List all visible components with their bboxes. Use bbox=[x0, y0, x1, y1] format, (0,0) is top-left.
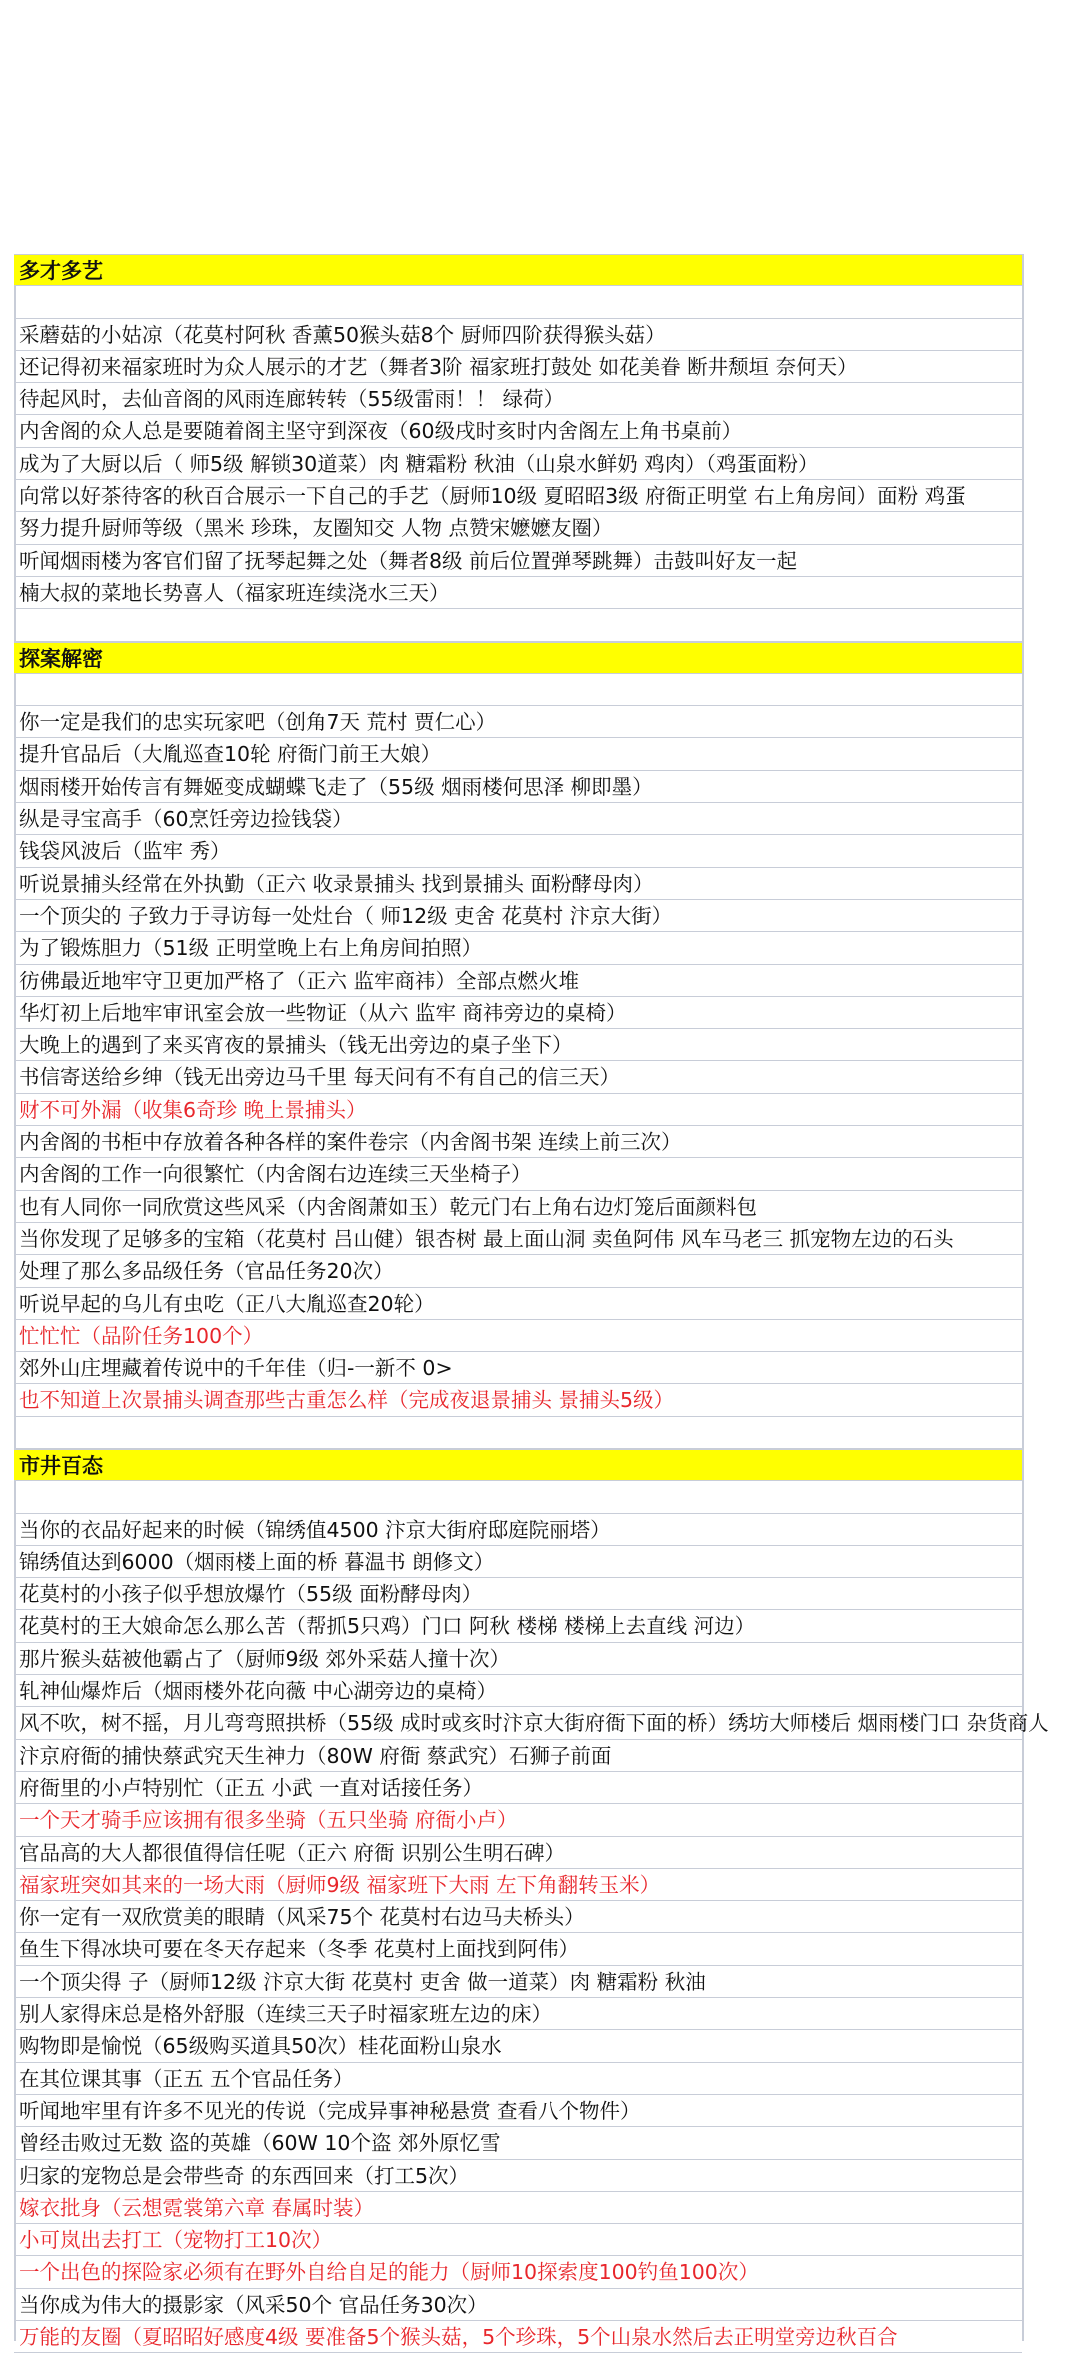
task-row: 当你成为伟大的摄影家（风采50个 官品任务30次） bbox=[14, 2289, 1022, 2321]
task-row: 鱼生下得冰块可要在冬天存起来（冬季 花莫村上面找到阿伟） bbox=[14, 1933, 1022, 1965]
task-row: 福家班突如其来的一场大雨（厨师9级 福家班下大雨 左下角翻转玉米） bbox=[14, 1869, 1022, 1901]
task-row: 也不知道上次景捕头调查那些古重怎么样（完成夜退景捕头 景捕头5级） bbox=[14, 1384, 1022, 1416]
task-row: 也有人同你一同欣赏这些风采（内舍阁萧如玉）乾元门右上角右边灯笼后面颜料包 bbox=[14, 1191, 1022, 1223]
task-row: 内舍阁的工作一向很繁忙（内舍阁右边连续三天坐椅子） bbox=[14, 1158, 1022, 1190]
task-row: 一个天才骑手应该拥有很多坐骑（五只坐骑 府衙小卢） bbox=[14, 1804, 1022, 1836]
task-row: 向常以好茶待客的秋百合展示一下自己的手艺（厨师10级 夏昭昭3级 府衙正明堂 右上角房间）面粉 鸡蛋 bbox=[14, 480, 1022, 512]
task-row: 嫁衣批身（云想霓裳第六章 春属时装） bbox=[14, 2192, 1022, 2224]
task-row: 采蘑菇的小姑凉（花莫村阿秋 香薰50猴头菇8个 厨师四阶获得猴头菇） bbox=[14, 319, 1022, 351]
task-row: 内舍阁的书柜中存放着各种各样的案件卷宗（内舍阁书架 连续上前三次） bbox=[14, 1126, 1022, 1158]
task-row: 小可岚出去打工（宠物打工10次） bbox=[14, 2224, 1022, 2256]
task-row: 购物即是愉悦（65级购买道具50次）桂花面粉山泉水 bbox=[14, 2030, 1022, 2062]
task-row: 钱袋风波后（监牢 秀） bbox=[14, 835, 1022, 867]
task-row: 烟雨楼开始传言有舞姬变成蝴蝶飞走了（55级 烟雨楼何思泽 柳即墨） bbox=[14, 771, 1022, 803]
task-row: 那片猴头菇被他霸占了（厨师9级 郊外采菇人撞十次） bbox=[14, 1643, 1022, 1675]
task-row: 待起风时，去仙音阁的风雨连廊转转（55级雷雨！！ 绿荷） bbox=[14, 383, 1022, 415]
blank-row bbox=[14, 286, 1022, 318]
task-row: 成为了大厨以后（ 师5级 解锁30道菜）肉 糖霜粉 秋油（山泉水鲜奶 鸡肉）（鸡蛋面粉） bbox=[14, 448, 1022, 480]
task-row: 你一定是我们的忠实玩家吧（创角7天 荒村 贾仁心） bbox=[14, 706, 1022, 738]
task-row: 郊外山庄埋藏着传说中的千年佳（归-一新不 0> bbox=[14, 1352, 1022, 1384]
blank-row bbox=[14, 1417, 1022, 1449]
task-row: 当你发现了足够多的宝箱（花莫村 吕山健）银杏树 最上面山洞 卖鱼阿伟 风车马老三 抓宠物左边的石头 bbox=[14, 1223, 1022, 1255]
task-row: 还记得初来福家班时为众人展示的才艺（舞者3阶 福家班打鼓处 如花美眷 断井颓垣 奈何天） bbox=[14, 351, 1022, 383]
section-header: 多才多艺 bbox=[14, 254, 1022, 286]
task-row: 轧神仙爆炸后（烟雨楼外花向薇 中心湖旁边的桌椅） bbox=[14, 1675, 1022, 1707]
task-row: 你一定有一双欣赏美的眼睛（风采75个 花莫村右边马夫桥头） bbox=[14, 1901, 1022, 1933]
task-row: 花莫村的王大娘命怎么那么苦（帮抓5只鸡）门口 阿秋 楼梯 楼梯上去直线 河边） bbox=[14, 1610, 1022, 1642]
task-row: 府衙里的小卢特别忙（正五 小武 一直对话接任务） bbox=[14, 1772, 1022, 1804]
task-row: 汴京府衙的捕快蔡武究天生神力（80W 府衙 蔡武究）石狮子前面 bbox=[14, 1740, 1022, 1772]
task-row: 楠大叔的菜地长势喜人（福家班连续浇水三天） bbox=[14, 577, 1022, 609]
task-row: 纵是寻宝高手（60烹饪旁边捡钱袋） bbox=[14, 803, 1022, 835]
task-row: 锦绣值达到6000（烟雨楼上面的桥 暮温书 朗修文） bbox=[14, 1546, 1022, 1578]
task-row: 万能的友圈（夏昭昭好感度4级 要准备5个猴头菇，5个珍珠，5个山泉水然后去正明堂旁边秋百合 bbox=[14, 2321, 1022, 2353]
task-row: 提升官品后（大胤巡查10轮 府衙门前王大娘） bbox=[14, 738, 1022, 770]
task-row: 努力提升厨师等级（黑米 珍珠，友圈知交 人物 点赞宋嬷嬷友圈） bbox=[14, 512, 1022, 544]
task-row: 处理了那么多品级任务（官品任务20次） bbox=[14, 1255, 1022, 1287]
task-row: 官品高的大人都很值得信任呢（正六 府衙 识别公生明石碑） bbox=[14, 1837, 1022, 1869]
blank-row bbox=[14, 1481, 1022, 1513]
task-row: 风不吹，树不摇，月儿弯弯照拱桥（55级 成时或亥时汴京大街府衙下面的桥）绣坊大师楼后 烟雨楼门口 杂货商人 bbox=[14, 1707, 1022, 1739]
blank-row bbox=[14, 674, 1022, 706]
task-row: 花莫村的小孩子似乎想放爆竹（55级 面粉酵母肉） bbox=[14, 1578, 1022, 1610]
task-row: 大晚上的遇到了来买宵夜的景捕头（钱无出旁边的桌子坐下） bbox=[14, 1029, 1022, 1061]
task-row: 听说景捕头经常在外执勤（正六 收录景捕头 找到景捕头 面粉酵母肉） bbox=[14, 868, 1022, 900]
task-row: 内舍阁的众人总是要随着阁主坚守到深夜（60级戌时亥时内舍阁左上角书桌前） bbox=[14, 415, 1022, 447]
task-row: 一个顶尖的 子致力于寻访每一处灶台（ 师12级 吏舍 花莫村 汴京大街） bbox=[14, 900, 1022, 932]
spreadsheet bbox=[14, 254, 1049, 2353]
task-row: 听说早起的乌儿有虫吃（正八大胤巡查20轮） bbox=[14, 1288, 1022, 1320]
task-row: 别人家得床总是格外舒服（连续三天子时福家班左边的床） bbox=[14, 1998, 1022, 2030]
task-row: 财不可外漏（收集6奇珍 晚上景捕头） bbox=[14, 1094, 1022, 1126]
task-row: 忙忙忙（品阶任务100个） bbox=[14, 1320, 1022, 1352]
section-header: 探案解密 bbox=[14, 642, 1022, 674]
task-row: 当你的衣品好起来的时候（锦绣值4500 汴京大街府邸庭院丽塔） bbox=[14, 1514, 1022, 1546]
task-row: 曾经击败过无数 盗的英雄（60W 10个盗 郊外原忆雪 bbox=[14, 2127, 1022, 2159]
task-row: 一个顶尖得 子（厨师12级 汴京大街 花莫村 吏舍 做一道菜）肉 糖霜粉 秋油 bbox=[14, 1966, 1022, 1998]
task-row: 听闻烟雨楼为客官们留了抚琴起舞之处（舞者8级 前后位置弹琴跳舞）击鼓叫好友一起 bbox=[14, 545, 1022, 577]
section-header: 市井百态 bbox=[14, 1449, 1022, 1481]
grid-right-line bbox=[1022, 254, 1024, 2341]
task-row: 华灯初上后地牢审讯室会放一些物证（从六 监牢 商祎旁边的桌椅） bbox=[14, 997, 1022, 1029]
task-row: 为了锻炼胆力（51级 正明堂晚上右上角房间拍照） bbox=[14, 932, 1022, 964]
task-row: 一个出色的探险家必须有在野外自给自足的能力（厨师10探索度100钓鱼100次） bbox=[14, 2256, 1022, 2288]
blank-row bbox=[14, 609, 1022, 641]
task-row: 归家的宠物总是会带些奇 的东西回来（打工5次） bbox=[14, 2160, 1022, 2192]
task-row: 听闻地牢里有许多不见光的传说（完成异事神秘悬赏 查看八个物件） bbox=[14, 2095, 1022, 2127]
task-row: 彷佛最近地牢守卫更加严格了（正六 监牢商祎）全部点燃火堆 bbox=[14, 965, 1022, 997]
task-row: 书信寄送给乡绅（钱无出旁边马千里 每天问有不有自己的信三天） bbox=[14, 1061, 1022, 1093]
task-row: 在其位课其事（正五 五个官品任务） bbox=[14, 2063, 1022, 2095]
